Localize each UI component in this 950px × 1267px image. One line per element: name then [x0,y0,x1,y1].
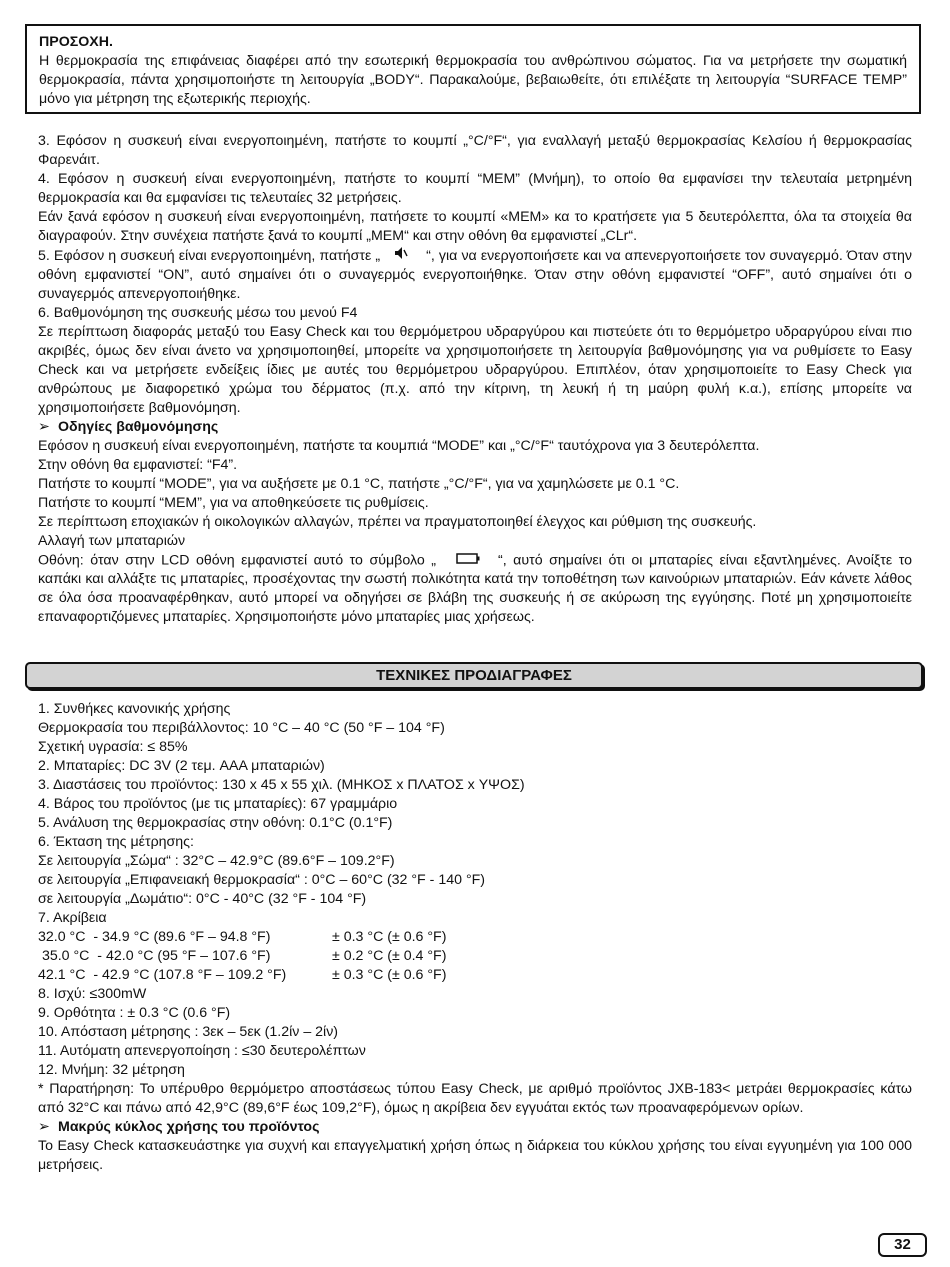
spec-line: 10. Απόσταση μέτρησης : 3εκ – 5εκ (1.2ίν – 2ίν) [38,1024,339,1040]
spec-line: 3. Διαστάσεις του προϊόντος: 130 x 45 x 55 χιλ. (ΜΗΚΟΣ x ΠΛΑΤΟΣ x ΥΨΟΣ) [38,777,525,793]
accuracy-tolerance: ± 0.3 °C (± 0.6 °F) [332,929,447,945]
spec-line: 6. Έκταση της μέτρησης: [38,834,194,850]
calibration-step-2: Στην οθόνη θα εμφανιστεί: “F4”. [38,457,238,473]
arrow-bullet-icon: ➢ [38,1119,50,1135]
spec-line: Σε λειτουργία „Σώμα“ : 32°C – 42.9°C (89.6°F – 109.2°F) [38,853,395,869]
battery-after: “, αυτό σημαίνει ότι οι μπαταρίες είναι εξαντλημένες. Ανοίξτε το καπάκι και αλλάξτε τις μπαταρίες, προσέχοντας την σωστή πολικότητα κατά την τοποθέτηση των καινούριων μπαταριών. Εάν κάνετε λάθος σε όλα όσα προαναφέρθηκαν, αυτό μπορεί να οδηγήσει σε βλάβη της συσκευής ή σε ακύρωση της εγγύησης. Ποτέ μη χρησιμοποιείτε επαναφορτιζόμενες μπαταρίες. Χρησιμοποιήστε μόνο μπαταρίες μιας χρήσεως. [38,552,912,626]
warning-text: Η θερμοκρασία της επιφάνειας διαφέρει από την εσωτερική θερμοκρασία του ανθρώπινου σώματος. Για να μετρήσετε την σωματική θερμοκρασία, πάντα χρησιμοποιήστε τη λειτουργία „BODY“. Παρακαλούμε, βεβαιωθείτε, ότι επιλέξατε τη λειτουργία “SURFACE TEMP” μόνο για μέτρηση της εξωτερικής περιοχής. [39,53,907,107]
accuracy-row [38,966,912,985]
page-number: 32 [878,1233,927,1257]
spec-line: 12. Μνήμη: 32 μέτρηση [38,1062,185,1078]
instruction-4b: Εάν ξανά εφόσον η συσκευή είναι ενεργοποιημένη, πατήσετε το κουμπί «MEM» κα το κρατήσετε για 5 δευτερόλεπτα, όλα τα στοιχεία θα διαγραφούν. Στην συνέχεια πατήστε ξανά το κουμπί „MEM“ και στην οθόνη θα εμφανιστεί „CLr“. [38,209,912,244]
accuracy-tolerance: ± 0.2 °C (± 0.4 °F) [332,948,447,964]
instruction-5-after: “, για να ενεργοποιήσετε και να απενεργοποιήσετε τον συναγερμό. Όταν στην οθόνη εμφανιστεί “ON”, αυτό σημαίνει ότι ο συναγερμός ενεργοποιήθηκε. Όταν στην οθόνη εμφανιστεί “OFF”, αυτό σημαίνει ότι ο συναγερμός απενεργοποιήθηκε. [38,247,913,302]
accuracy-range: 35.0 °C - 42.0 °C (95 °F – 107.6 °F) [38,948,271,964]
speaker-mute-icon [394,246,408,266]
instruction-5-before: 5. Εφόσον η συσκευή είναι ενεργοποιημένη, πατήστε „ [38,247,381,264]
spec-line: σε λειτουργία „Επιφανειακή θερμοκρασία“ : 0°C – 60°C (32 °F - 140 °F) [38,872,486,888]
lifecycle-heading [38,1118,912,1137]
battery-before: Οθόνη: όταν στην LCD οθόνη εμφανιστεί αυτό το σύμβολο „ [38,552,436,569]
accuracy-row [38,928,912,947]
spec-line: Σχετική υγρασία: ≤ 85% [38,739,188,755]
accuracy-range: 32.0 °C - 34.9 °C (89.6 °F – 94.8 °F) [38,929,271,945]
spec-line: 9. Ορθότητα : ± 0.3 °C (0.6 °F) [38,1005,231,1021]
spec-line: 4. Βάρος του προϊόντος (με τις μπαταρίες): 67 γραμμάριο [38,796,398,812]
specs-list-1 [38,700,912,928]
lifecycle-title: Μακρύς κύκλος χρήσης του προϊόντος [58,1119,320,1135]
calibration-step-3: Πατήστε το κουμπί “MODE”, για να αυξήσετε με 0.1 °C, πατήστε „°C/°F“, για να χαμηλώσετε με 0.1 °C. [38,476,680,492]
accuracy-tolerance: ± 0.3 °C (± 0.6 °F) [332,967,447,983]
spec-line: σε λειτουργία „Δωμάτιο“: 0°C - 40°C (32 °F - 104 °F) [38,891,367,907]
warning-box [25,24,921,114]
lifecycle-text: Το Easy Check κατασκευάστηκε για συχνή και επαγγελματική χρήση όπως η διάρκεια του κύκλου χρήσης του είναι εγγυημένη για 100 000 μετρήσεις. [38,1138,912,1173]
battery-text [38,551,912,627]
specs-list-2 [38,985,912,1080]
calibration-step-4: Πατήστε το κουμπί “MEM”, για να αποθηκεύσετε τις ρυθμίσεις. [38,495,429,511]
accuracy-range: 42.1 °C - 42.9 °C (107.8 °F – 109.2 °F) [38,967,287,983]
instructions-section [38,132,912,627]
instruction-4: 4. Εφόσον η συσκευή είναι ενεργοποιημένη, πατήστε το κουμπί “MEM” (Μνήμη), το οποίο θα εμφανίσει την τελευταία μετρημένη θερμοκρασία και θα εμφανίσει τις τελευταίες 32 μετρήσεις. [38,171,912,206]
specs-note: * Παρατήρηση: Το υπέρυθρο θερμόμετρο αποστάσεως τύπου Easy Check, με αριθμό προϊόντος JXB-183< μετράει θερμοκρασίες κάτω από 32°C και πάνω από 42,9°C (89,6°F έως 109,2°F), όμως η ακρίβεια δεν εγγυάται εκτός των προαναφερόμενων ορίων. [38,1081,912,1116]
warning-title: ΠΡΟΣΟΧΗ. [39,34,113,50]
spec-line: Θερμοκρασία του περιβάλλοντος: 10 °C – 40 °C (50 °F – 104 °F) [38,720,445,736]
calibration-title: Οδηγίες βαθμονόμησης [58,419,219,435]
instruction-6b: Σε περίπτωση διαφοράς μεταξύ του Easy Check και του θερμόμετρου υδραργύρου και πιστεύετε ότι το θερμόμετρο υδραργύρου είναι πιο ακριβές, όμως δεν είναι άνετο να χρησιμοποιηθεί, μπορείτε να χρησιμοποιήσετε τη λειτουργία βαθμονόμησης για να ρυθμίσετε το Easy Check και να μετρήσετε ενδείξεις ίδιες με αυτές του θερμόμετρου υδραργύρου. Επιπλέον, όταν χρησιμοποιείτε το Easy Check για ανθρώπους με διαφορετικό χρώμα του δέρματος (π.χ. από την κίτρινη, τη λευκή ή τη μαύρη φυλή κ.α.), επίσης μπορείτε να χρησιμοποιήσετε βαθμονόμηση. [38,324,912,416]
battery-empty-icon [456,551,480,570]
instruction-6: 6. Βαθμονόμηση της συσκευής μέσω του μενού F4 [38,305,358,321]
spec-line: 8. Ισχύ: ≤300mW [38,986,147,1002]
section-title: ΤΕΧΝΙΚΕΣ ΠΡΟΔΙΑΓΡΑΦΕΣ [25,662,923,689]
spec-line: 11. Αυτόματη απενεργοποίηση : ≤30 δευτερολέπτων [38,1043,366,1059]
specs-section [38,700,912,1175]
accuracy-table [38,928,912,985]
instruction-3: 3. Εφόσον η συσκευή είναι ενεργοποιημένη, πατήστε το κουμπί „°C/°F“, για εναλλαγή μεταξύ θερμοκρασίας Κελσίου ή θερμοκρασίας Φαρενάιτ. [38,133,912,168]
battery-title: Αλλαγή των μπαταριών [38,533,186,549]
accuracy-row [38,947,912,966]
calibration-step-5: Σε περίπτωση εποχιακών ή οικολογικών αλλαγών, πρέπει να πραγματοποιηθεί έλεγχος και ρύθμιση της συσκευής. [38,514,757,530]
arrow-bullet-icon: ➢ [38,419,50,435]
instruction-5 [38,246,912,304]
calibration-step-1: Εφόσον η συσκευή είναι ενεργοποιημένη, πατήστε τα κουμπιά “MODE” και „°C/°F“ ταυτόχρονα για 3 δευτερόλεπτα. [38,438,760,454]
spec-line: 1. Συνθήκες κανονικής χρήσης [38,701,231,717]
spec-line: 2. Μπαταρίες: DC 3V (2 τεμ. AAA μπαταριών) [38,758,325,774]
calibration-heading [38,418,912,437]
spec-line: 7. Ακρίβεια [38,910,107,926]
spec-line: 5. Ανάλυση της θερμοκρασίας στην οθόνη: 0.1°C (0.1°F) [38,815,393,831]
